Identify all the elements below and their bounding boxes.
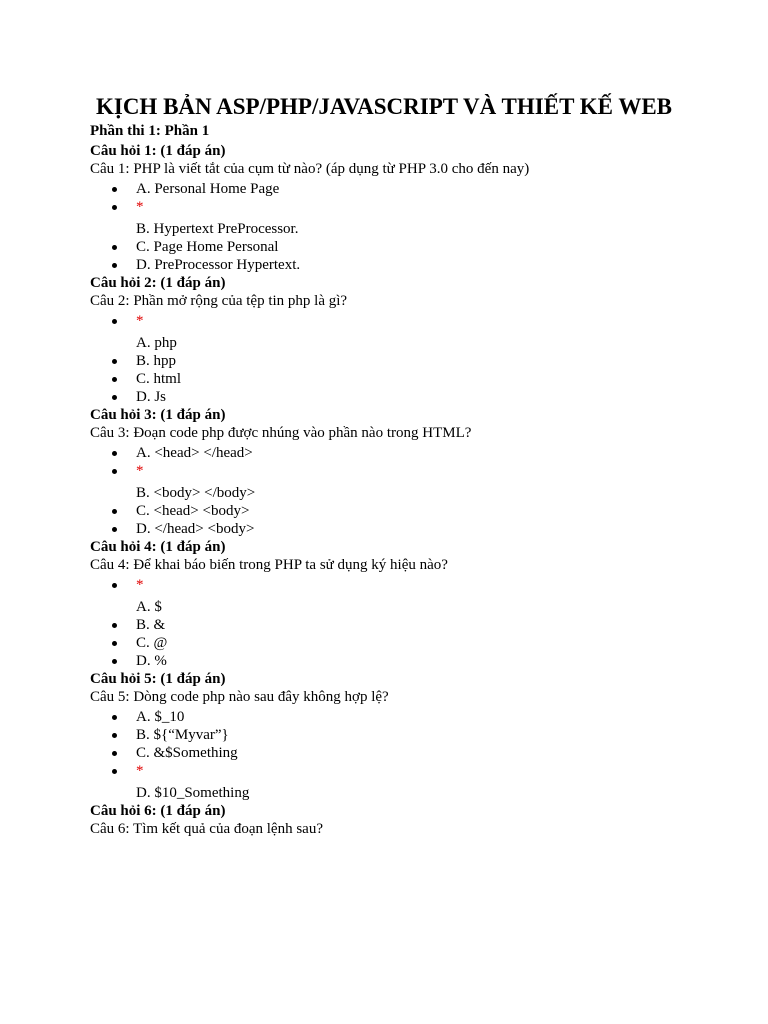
bullet-icon [112, 652, 118, 670]
answer-options [90, 576, 710, 670]
question-text: Câu 4: Để khai báo biến trong PHP ta sử dụng ký hiệu nào? [90, 557, 448, 573]
document-title: KỊCH BẢN ASP/PHP/JAVASCRIPT VÀ THIẾT KẾ WEB [95, 94, 673, 119]
answer-option [90, 180, 710, 198]
answer-option [90, 634, 710, 652]
option-label: B. & [136, 617, 166, 633]
document-content [90, 122, 710, 840]
answer-option-correct [90, 312, 710, 352]
answer-option [90, 520, 710, 538]
option-label: A. Personal Home Page [136, 181, 280, 197]
question-block [90, 670, 710, 802]
answer-option-correct [90, 462, 710, 502]
question-block [90, 538, 710, 670]
bullet-icon [112, 520, 118, 538]
answer-option-correct [90, 576, 710, 616]
option-label: D. Js [136, 389, 167, 405]
correct-answer-asterisk: * [136, 577, 144, 593]
bullet-icon [112, 462, 118, 480]
bullet-icon [112, 256, 118, 274]
bullet-icon [112, 576, 118, 594]
question-text: Câu 1: PHP là viết tắt của cụm từ nào? (áp dụng từ PHP 3.0 cho đến nay) [90, 161, 530, 177]
question-heading: Câu hỏi 2: (1 đáp án) [90, 275, 226, 291]
correct-answer-asterisk: * [136, 763, 144, 779]
option-label: C. <head> <body> [136, 503, 250, 519]
correct-answer-asterisk: * [136, 313, 144, 329]
question-list [90, 142, 710, 840]
answer-option [90, 238, 710, 256]
option-label: B. Hypertext PreProcessor. [136, 221, 299, 237]
question-heading: Câu hỏi 4: (1 đáp án) [90, 539, 226, 555]
option-label: A. php [136, 335, 177, 351]
option-label: D. $10_Something [136, 785, 250, 801]
bullet-icon [112, 502, 118, 520]
bullet-icon [112, 634, 118, 652]
answer-option [90, 652, 710, 670]
option-label: A. $_10 [136, 709, 185, 725]
option-label: B. hpp [136, 353, 177, 369]
answer-option [90, 744, 710, 762]
answer-option [90, 256, 710, 274]
option-label: D. % [136, 653, 167, 669]
question-text: Câu 5: Dòng code php nào sau đây không hợp lệ? [90, 689, 389, 705]
question-block [90, 274, 710, 406]
answer-option [90, 616, 710, 634]
bullet-icon [112, 312, 118, 330]
option-label: D. </head> <body> [136, 521, 255, 537]
bullet-icon [112, 726, 118, 744]
answer-option [90, 388, 710, 406]
bullet-icon [112, 238, 118, 256]
answer-option-correct [90, 198, 710, 238]
bullet-icon [112, 180, 118, 198]
option-label: C. html [136, 371, 182, 387]
bullet-icon [112, 744, 118, 762]
answer-option-correct [90, 762, 710, 802]
bullet-icon [112, 444, 118, 462]
option-label: C. &$Something [136, 745, 238, 761]
answer-option [90, 726, 710, 744]
bullet-icon [112, 708, 118, 726]
bullet-icon [112, 616, 118, 634]
bullet-icon [112, 198, 118, 216]
question-heading: Câu hỏi 1: (1 đáp án) [90, 143, 226, 159]
option-label: C. @ [136, 635, 168, 651]
bullet-icon [112, 370, 118, 388]
answer-option [90, 352, 710, 370]
question-block [90, 142, 710, 274]
answer-options [90, 312, 710, 406]
correct-answer-asterisk: * [136, 463, 144, 479]
option-label: A. <head> </head> [136, 445, 253, 461]
section-title: Phần thi 1: Phần 1 [90, 123, 210, 139]
bullet-icon [112, 762, 118, 780]
answer-option [90, 370, 710, 388]
question-heading: Câu hỏi 5: (1 đáp án) [90, 671, 226, 687]
question-text: Câu 2: Phần mở rộng của tệp tin php là gì? [90, 293, 348, 309]
question-heading: Câu hỏi 6: (1 đáp án) [90, 803, 226, 819]
answer-option [90, 708, 710, 726]
option-label: C. Page Home Personal [136, 239, 279, 255]
correct-answer-asterisk: * [136, 199, 144, 215]
answer-options [90, 180, 710, 274]
option-label: D. PreProcessor Hypertext. [136, 257, 301, 273]
question-block [90, 406, 710, 538]
question-text: Câu 6: Tìm kết quả của đoạn lệnh sau? [90, 821, 323, 837]
option-label: A. $ [136, 599, 162, 615]
option-label: B. ${“Myvar”} [136, 727, 229, 743]
question-block [90, 802, 710, 840]
option-label: B. <body> </body> [136, 485, 256, 501]
bullet-icon [112, 388, 118, 406]
answer-option [90, 502, 710, 520]
question-heading: Câu hỏi 3: (1 đáp án) [90, 407, 226, 423]
question-text: Câu 3: Đoạn code php được nhúng vào phần nào trong HTML? [90, 425, 472, 441]
bullet-icon [112, 352, 118, 370]
answer-option [90, 444, 710, 462]
answer-options [90, 708, 710, 802]
answer-options [90, 444, 710, 538]
